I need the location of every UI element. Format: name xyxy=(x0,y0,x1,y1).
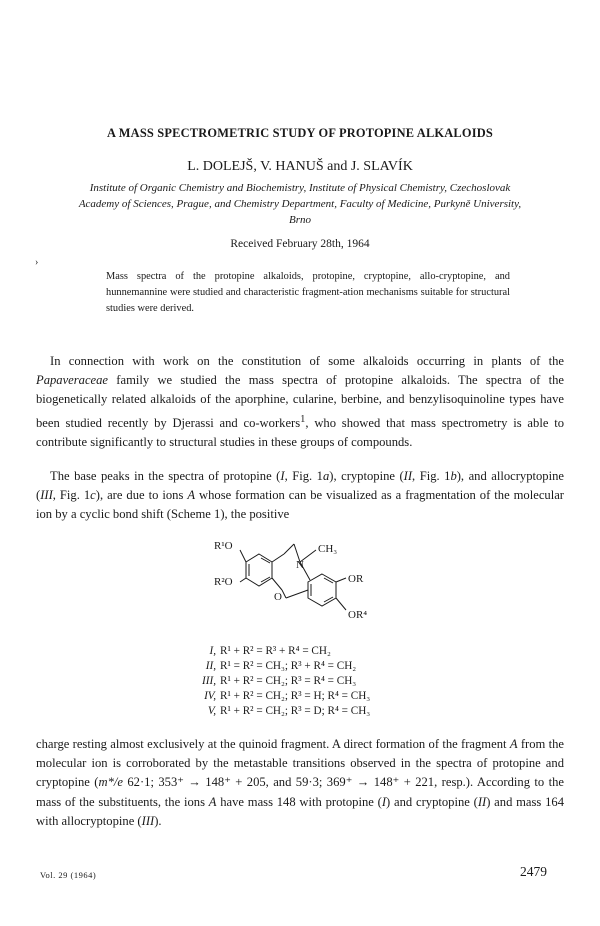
r2o-label: R²O xyxy=(214,576,233,588)
compound-number: I xyxy=(381,794,387,809)
family-name: Papaveraceae xyxy=(36,373,109,388)
legend-row: II, R¹ = R² = CH₃; R³ + R⁴ = CH₂ xyxy=(205,660,357,672)
compound-number: II xyxy=(477,794,487,809)
received-date: Received February 28th, 1964 xyxy=(230,238,370,250)
r1o-label: R¹O xyxy=(214,540,233,552)
legend-row: IV, R¹ + R² = CH₂; R³ = H; R⁴ = CH₃ xyxy=(204,690,371,702)
legend-row: III, R¹ + R² = CH₂; R³ = R⁴ = CH₃ xyxy=(202,675,357,687)
affiliation-line: Academy of Sciences, Prague, and Chemistry Department, Faculty of Medicine, Purkyně University, xyxy=(78,198,522,210)
affiliation-line: Institute of Organic Chemistry and Biochemistry, Institute of Physical Chemistry, Czechoslovak xyxy=(89,182,511,194)
affiliation-line: Brno xyxy=(289,214,311,226)
author-1: L. DOLEJŠ xyxy=(187,159,254,174)
ch3-label: CH₃ xyxy=(318,543,338,555)
or4-label: OR⁴ xyxy=(348,609,368,621)
ion-label: A xyxy=(208,794,217,809)
o-label: O xyxy=(274,591,282,603)
paragraph-1: In connection with work on the constitution of some alkaloids occurring in plants of the Papaveraceae family we studied the mass spectra of protopine alkaloids. The spectra of the biogenetically related alkaloids of the aporphine, cularine, berbine, and benzylisoquinoline types have been studied recently by Djerassi and co-workers$^1$, who showed that mass spectrometry is able to contribute significantly to structural studies in these groups of compounds. xyxy=(36,354,564,449)
n-label: N xyxy=(296,559,304,571)
compound-number: III xyxy=(141,813,155,828)
author-2: V. HANUŠ xyxy=(260,159,324,174)
ion-label: A xyxy=(187,488,196,503)
compound-number: III xyxy=(40,488,53,503)
compound-number: I xyxy=(280,469,285,483)
author-3: J. SLAVÍK xyxy=(350,159,413,174)
page-number: 2479 xyxy=(520,864,547,879)
journal-volume: Vol. 29 (1964) xyxy=(40,870,97,880)
author-list: L. DOLEJŠ, V. HANUŠ and J. SLAVÍK xyxy=(187,159,413,174)
legend-row: V, R¹ + R² = CH₂; R³ = D; R⁴ = CH₃ xyxy=(207,705,371,717)
ion-label: A xyxy=(509,737,518,751)
stray-mark: › xyxy=(35,257,39,268)
reference-marker: 1 xyxy=(300,413,306,425)
paragraph-3: charge resting almost exclusively at the quinoid fragment. A direct formation of the fragment A from the molecular ion is corroborated by the metastable transitions observed in the spectra of protopine and cryptopine (m*/e 62·1; 353⁺ → 148⁺ + 205, and 59·3; 369⁺ → 148⁺ + 221, resp.). According to the mass of the substituents, the ions A have mass 148 with protopine (I) and cryptopine (II) and mass 164 with allocryptopine (III). xyxy=(36,737,565,828)
compound-number: II xyxy=(403,469,413,483)
paragraph-2: The base peaks in the spectra of protopine (I, Fig. 1a), cryptopine (II, Fig. 1b), and allocryptopine (III, Fig. 1c), are due to ions A whose formation can be visualized as a fragmentation of the molecular ion by a cyclic bond shift (Scheme 1), the positive xyxy=(36,469,564,522)
legend-row: I, R¹ + R² = R³ + R⁴ = CH₂ xyxy=(209,645,331,657)
paper-title: A MASS SPECTROMETRIC STUDY OF PROTOPINE ALKALOIDS xyxy=(107,126,493,140)
or3-label: OR xyxy=(348,573,364,585)
affiliation xyxy=(36,180,564,228)
abstract: Mass spectra of the protopine alkaloids, protopine, cryptopine, allo-cryptopine, and hunnemannine were studied and characteristic fragment-ation mechanisms suitable for structural studies were derived. xyxy=(106,271,510,314)
chemical-structure-scheme xyxy=(214,532,414,636)
